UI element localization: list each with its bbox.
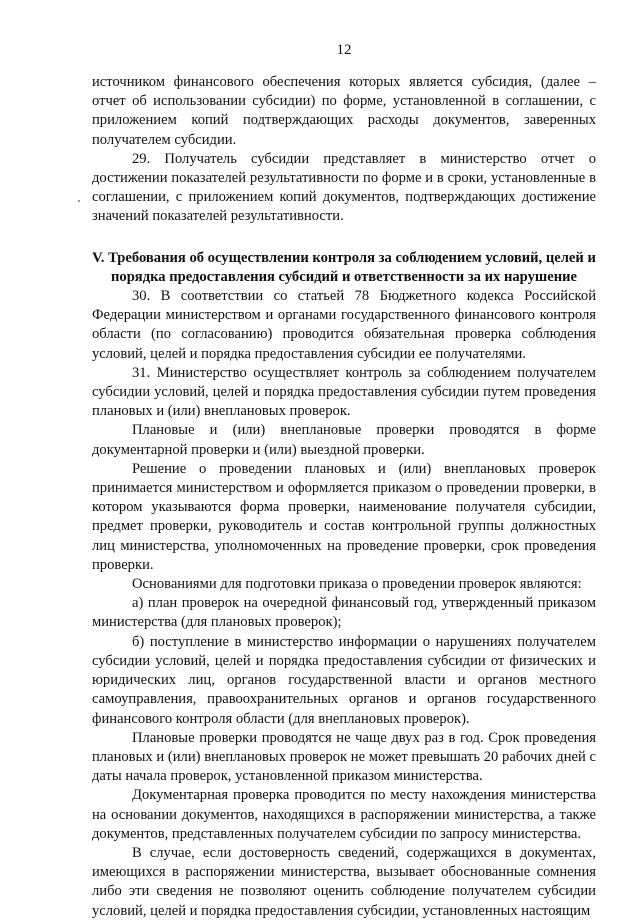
paragraph-inspection-forms: Плановые и (или) внеплановые проверки проводятся в форме документарной проверки и (или) выездной проверки. — [92, 422, 596, 458]
paragraph-31: 31. Министерство осуществляет контроль за соблюдением получателем субсидии условий, целей и порядка предоставления субсидии путем проведения плановых и (или) внеплановых проверок. — [92, 364, 596, 420]
page-number: 12 — [336, 42, 352, 58]
scan-speck — [78, 200, 80, 202]
paragraph-29: 29. Получатель субсидии представляет в министерство отчет о достижении показателей результативности по форме и в сроки, установленные в соглашении, с приложением копий документов, подтверждающих достижение значений показателей результативности. — [92, 150, 596, 225]
paragraph-inspection-decision: Решение о проведении плановых и (или) внеплановых проверок принимается министерством и оформляется приказом о проведении проверки, в котором указываются форма проверки, наименование получателя субсидии, предмет проверки, руководитель и состав контрольной группы должностных лиц министерства, уполномоченных на проведение проверки, срок проведения проверки. — [92, 460, 596, 573]
paragraph-item-a: а) план проверок на очередной финансовый год, утвержденный приказом министерства (для плановых проверок); — [92, 595, 596, 631]
paragraph-frequency: Плановые проверки проводятся не чаще двух раз в год. Срок проведения плановых и (или) внеплановых проверок не может превышать 20 рабочих дней с даты начала проверок, установленной приказом министерства. — [92, 729, 596, 785]
paragraph-case: В случае, если достоверность сведений, содержащихся в документах, имеющихся в распоряжении министерства, вызывает обоснованные сомнения либо эти сведения не позволяют оценить соблюдение получателем субсидии условий, целей и порядка предоставления субсидии, установленных настоящим — [92, 844, 596, 919]
paragraph-grounds: Основаниями для подготовки приказа о проведении проверок являются: — [132, 576, 582, 593]
paragraph-item-b: б) поступление в министерство информации о нарушениях получателем субсидии условий, целей и порядка предоставления субсидии от физических и юридических лиц, органов государственной власти и органов местного самоуправления, правоохранительных органов и органов государственного финансового контроля области (для внеплановых проверок). — [92, 633, 596, 727]
paragraph-documentary-check: Документарная проверка проводится по месту нахождения министерства на основании документов, находящихся в распоряжении министерства, а также документов, представленных получателем субсидии по запросу министерства. — [92, 787, 596, 842]
paragraph-30: 30. В соответствии со статьей 78 Бюджетного кодекса Российской Федерации министерством и органами государственного финансового контроля области (по согласованию) проводится обязательная проверка соблюдения условий, целей и порядка предоставления субсидии ее получателями. — [92, 288, 596, 362]
paragraph-continuation: источником финансового обеспечения которых является субсидия, (далее – отчет об использовании субсидии) по форме, установленной в соглашении, с приложением копий подтверждающих расходы документов, заверенных получателем субсидии. — [92, 74, 596, 148]
section-heading: V. Требования об осуществлении контроля за соблюдением условий, целей и порядка предоставления субсидий и ответственности за их нарушение — [92, 249, 596, 285]
